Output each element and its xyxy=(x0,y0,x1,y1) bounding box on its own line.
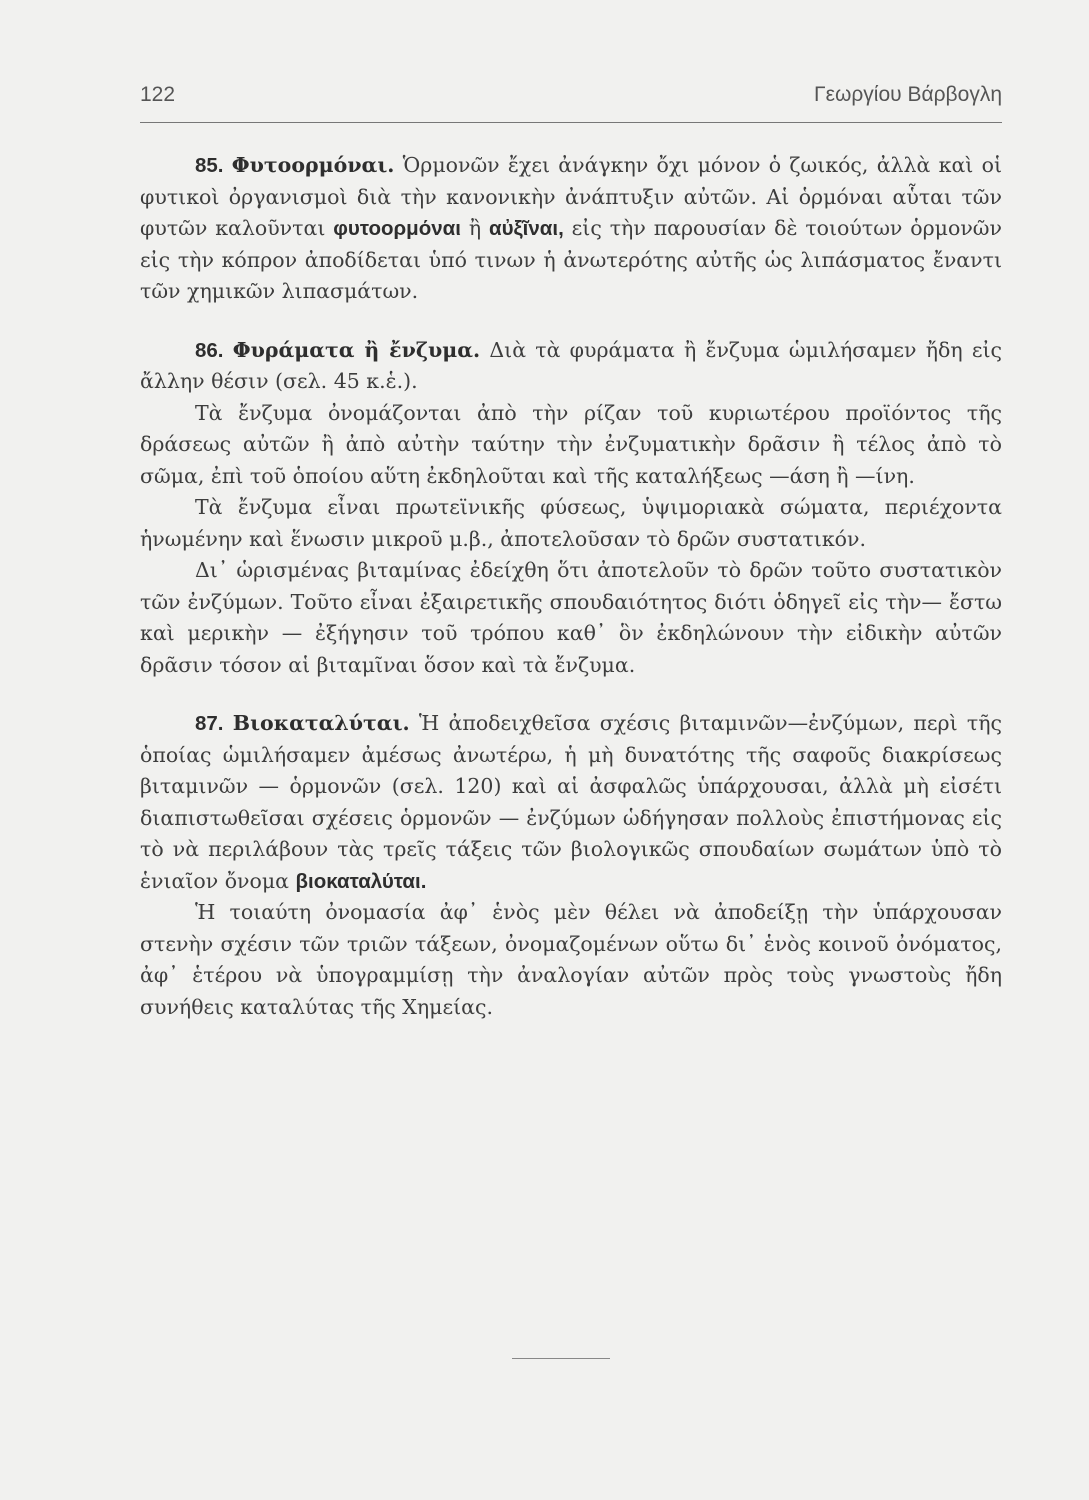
section-text: ἢ xyxy=(460,216,490,240)
page-number: 122 xyxy=(140,83,176,106)
section-text: Ὁρμονῶν ἔχει ἀνάγκην ὄχι μόνον ὁ ζωικός, ἀλλὰ καὶ οἱ φυτικοὶ ὀργανισμοὶ διὰ τὴν κανονικὴν ἀνάπτυξιν αὐτῶν. Αἱ ὁρμόναι αὗται τῶν φυτῶν καλοῦνται xyxy=(140,153,1002,240)
paragraph: Ἡ τοιαύτη ὀνομασία ἀφ᾽ ἑνὸς μὲν θέλει νὰ ἀποδείξῃ τὴν ὑπάρχουσαν στενὴν σχέσιν τῶν τριῶν τάξεων, ὀνομαζομένων οὕτω δι᾽ ἑνὸς κοινοῦ ὀνόματος, ἀφ᾽ ἑτέρου νὰ ὑπογραμμίσῃ τὴν ἀναλογίαν αὐτῶν πρὸς τοὺς γνωστοὺς ἤδη συνήθεις καταλύτας τῆς Χημείας. xyxy=(140,900,1002,1019)
paragraph: Τὰ ἔνζυμα ὀνομάζονται ἀπὸ τὴν ρίζαν τοῦ κυριωτέρου προϊόντος τῆς δράσεως αὐτῶν ἢ ἀπὸ αὐτὴν ταύτην τὴν ἐνζυματικὴν δρᾶσιν ἢ τέλος ἀπὸ τὸ σῶμα, ἐπὶ τοῦ ὁποίου αὕτη ἐκδηλοῦται καὶ τῆς καταλήξεως —άση ἢ —ίνη. xyxy=(140,400,1002,488)
section-number: 87. xyxy=(195,712,224,735)
bold-term: αὐξῖναι, xyxy=(489,217,564,240)
running-head: Γεωργίου Βάρβογλη xyxy=(814,83,1002,106)
section-87-paragraph xyxy=(140,708,1002,897)
section-text: Διὰ τὰ φυράματα ἢ ἔνζυμα ὡμιλήσαμεν ἤδη εἰς ἄλλην θέσιν (σελ. 45 κ.ἑ.). xyxy=(140,337,1002,393)
section-title: Φυράματα ἢ ἔνζυμα. xyxy=(232,337,481,362)
paragraph: Τὰ ἔνζυμα εἶναι πρωτεϊνικῆς φύσεως, ὑψιμοριακὰ σώματα, περιέχοντα ἡνωμένην καὶ ἕνωσιν μικροῦ μ.β., ἀποτελοῦσαν τὸ δρῶν συστατικόν. xyxy=(140,495,1002,551)
header-rule xyxy=(140,122,1002,123)
section-text: Ἡ ἀποδειχθεῖσα σχέσις βιταμινῶν—ἐνζύμων, περὶ τῆς ὁποίας ὡμιλήσαμεν ἀμέσως ἀνωτέρω, ἡ μὴ δυνατότης τῆς σαφοῦς διακρίσεως βιταμινῶν — ὁρμονῶν (σελ. 120) καὶ αἱ ἀσφαλῶς ὑπάρχουσαι, ἀλλὰ μὴ εἰσέτι διαπιστωθεῖσαι σχέσεις ὁρμονῶν — ἐνζύμων ὡδήγησαν πολλοὺς ἐπιστήμονας εἰς τὸ νὰ περιλάβουν τὰς τρεῖς τάξεις τῶν βιολογικῶς σπουδαίων σωμάτων ὑπὸ τὸ ἑνιαῖον ὄνομα xyxy=(140,711,1002,893)
section-number: 86. xyxy=(195,338,224,362)
end-rule xyxy=(512,1358,610,1359)
bold-term: φυτοορμόναι xyxy=(333,217,461,240)
section-number: 85. xyxy=(195,154,224,177)
section-86-paragraph xyxy=(140,335,1002,398)
body-text xyxy=(140,150,1002,1023)
section-85-paragraph xyxy=(140,150,1002,308)
bold-term: βιοκαταλύται. xyxy=(295,869,427,893)
page-header xyxy=(140,78,1002,118)
section-title: Φυτοορμόναι. xyxy=(231,153,395,177)
section-text: εἰς τὴν παρουσίαν δὲ τοιούτων ὁρμονῶν εἰς τὴν κόπρον ἀποδίδεται ὑπό τινων ἡ ἀνωτερότης αὐτῆς ὡς λιπάσματος ἔναντι τῶν χημικῶν λιπασμάτων. xyxy=(140,216,1002,303)
section-title: Βιοκαταλύται. xyxy=(232,711,410,735)
paragraph: Δι᾽ ὡρισμένας βιταμίνας ἐδείχθη ὅτι ἀποτελοῦν τὸ δρῶν τοῦτο συστατικὸν τῶν ἐνζύμων. Τοῦτο εἶναι ἐξαιρετικῆς σπουδαιότητος διότι ὁδηγεῖ εἰς τὴν— ἔστω καὶ μερικὴν — ἐξήγησιν τοῦ τρόπου καθ᾽ ὃν ἐκδηλώνουν τὴν εἰδικὴν αὐτῶν δρᾶσιν τόσον αἱ βιταμῖναι ὅσον καὶ τὰ ἔνζυμα. xyxy=(140,558,1002,677)
